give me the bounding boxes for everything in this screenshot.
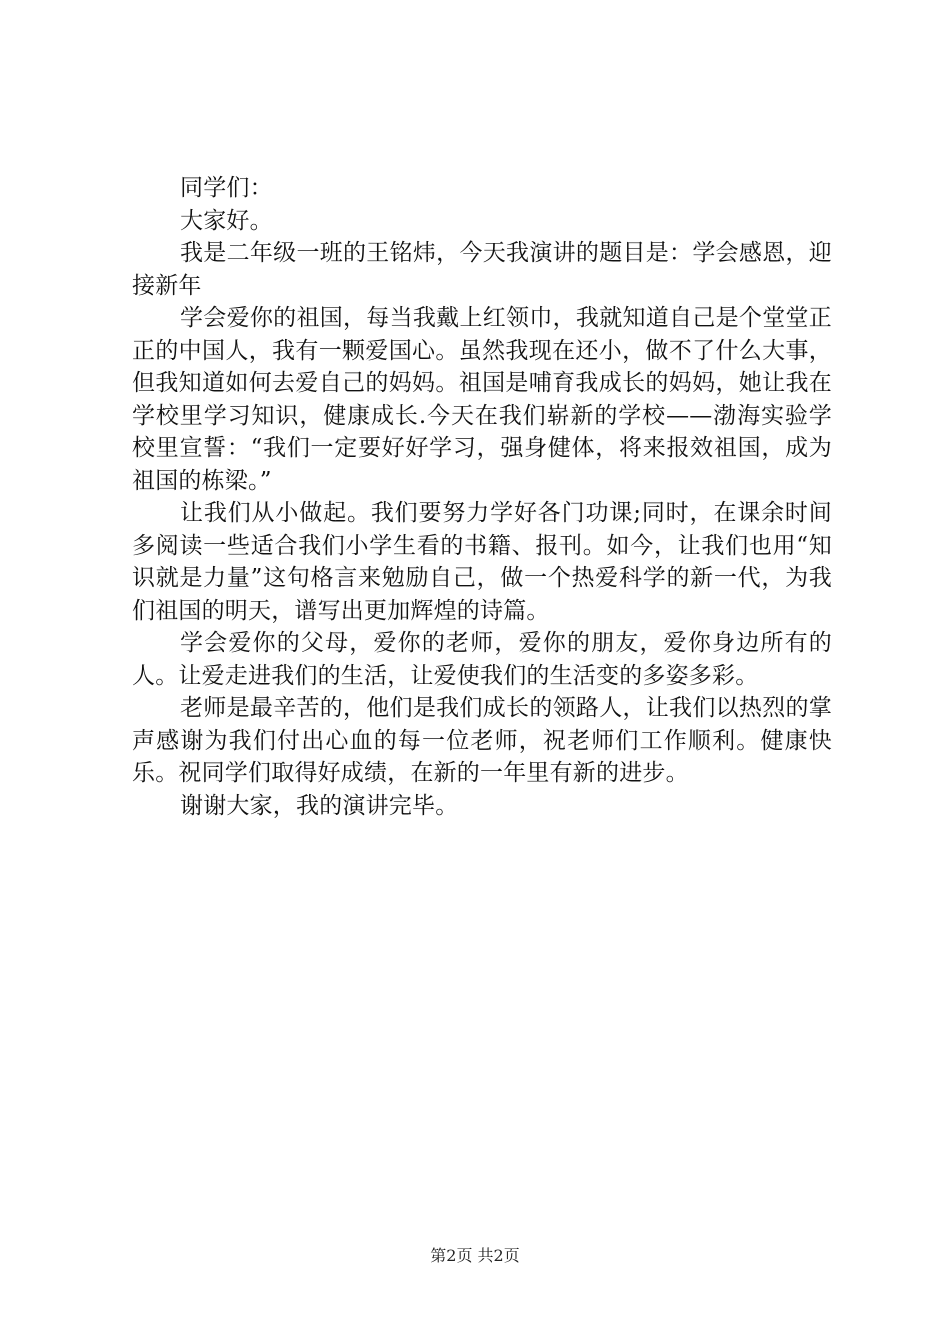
love-country-paragraph: 学会爱你的祖国，每当我戴上红领巾，我就知道自己是个堂堂正正的中国人，我有一颗爱国心。虽然我现在还小，做不了什么大事，但我知道如何去爱自己的妈妈。祖国是哺育我成长的妈妈，她让我在学校里学习知识，健康成长.今天在我们崭新的学校——渤海实验学校里宣誓：“我们一定要好好学习，强身健体，将来报效祖国，成为祖国的栋梁。” — [132, 305, 832, 494]
closing-paragraph: 谢谢大家，我的演讲完毕。 — [180, 792, 459, 819]
greeting: 大家好。 — [180, 207, 273, 234]
study-hard-paragraph: 让我们从小做起。我们要努力学好各门功课;同时，在课余时间多阅读一些适合我们小学生看的书籍、报刊。如今，让我们也用“知识就是力量”这句格言来勉励自己，做一个热爱科学的新一代，为我们祖国的明天，谱写出更加辉煌的诗篇。 — [132, 500, 832, 624]
thank-teachers-paragraph: 老师是最辛苦的，他们是我们成长的领路人，让我们以热烈的掌声感谢为我们付出心血的每一位老师，祝老师们工作顺利。健康快乐。祝同学们取得好成绩，在新的一年里有新的进步。 — [132, 695, 832, 786]
speech-intro-paragraph: 我是二年级一班的王铭炜，今天我演讲的题目是：学会感恩，迎接新年 — [132, 240, 832, 299]
love-others-paragraph: 学会爱你的父母，爱你的老师，爱你的朋友，爱你身边所有的人。让爱走进我们的生活，让爱使我们的生活变的多姿多彩。 — [132, 630, 832, 689]
salutation: 同学们： — [180, 175, 273, 201]
page-number-footer: 第2页 共2页 — [430, 1246, 520, 1265]
speech-body — [132, 172, 832, 822]
